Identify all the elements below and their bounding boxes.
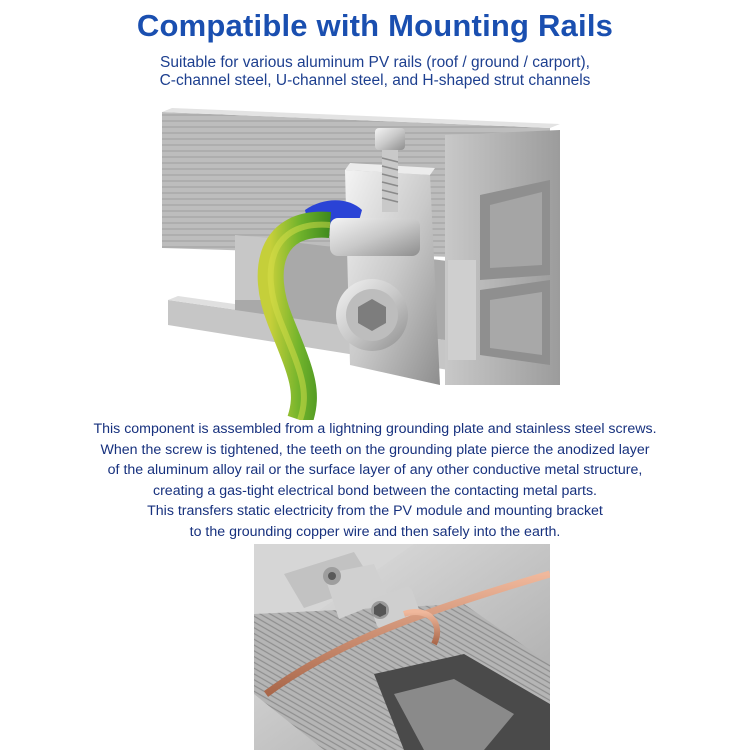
rail-clamp-illustration xyxy=(150,100,590,420)
description-line-6: to the grounding copper wire and then safely into the earth. xyxy=(189,523,561,540)
page-title: Compatible with Mounting Rails xyxy=(136,8,614,43)
subtitle-line-2: C-channel steel, U-channel steel, and H-shaped strut channels xyxy=(159,71,591,89)
wire-clamp xyxy=(330,218,420,256)
description xyxy=(0,419,750,543)
description-line-3: of the aluminum alloy rail or the surface layer of any other conductive metal structure, xyxy=(107,462,643,479)
description-line-2: When the screw is tightened, the teeth on the grounding plate pierce the anodized layer xyxy=(100,441,650,458)
top-screw xyxy=(375,128,405,150)
copper-wire-photo xyxy=(254,544,550,750)
description-line-4: creating a gas-tight electrical bond between the contacting metal parts. xyxy=(152,482,597,499)
subtitle-line-1: Suitable for various aluminum PV rails (roof / ground / carport), xyxy=(160,54,590,71)
description-line-5: This transfers static electricity from the PV module and mounting bracket xyxy=(147,503,603,520)
subtitle xyxy=(0,54,750,89)
description-line-1: This component is assembled from a lightning grounding plate and stainless steel screws. xyxy=(93,421,657,437)
